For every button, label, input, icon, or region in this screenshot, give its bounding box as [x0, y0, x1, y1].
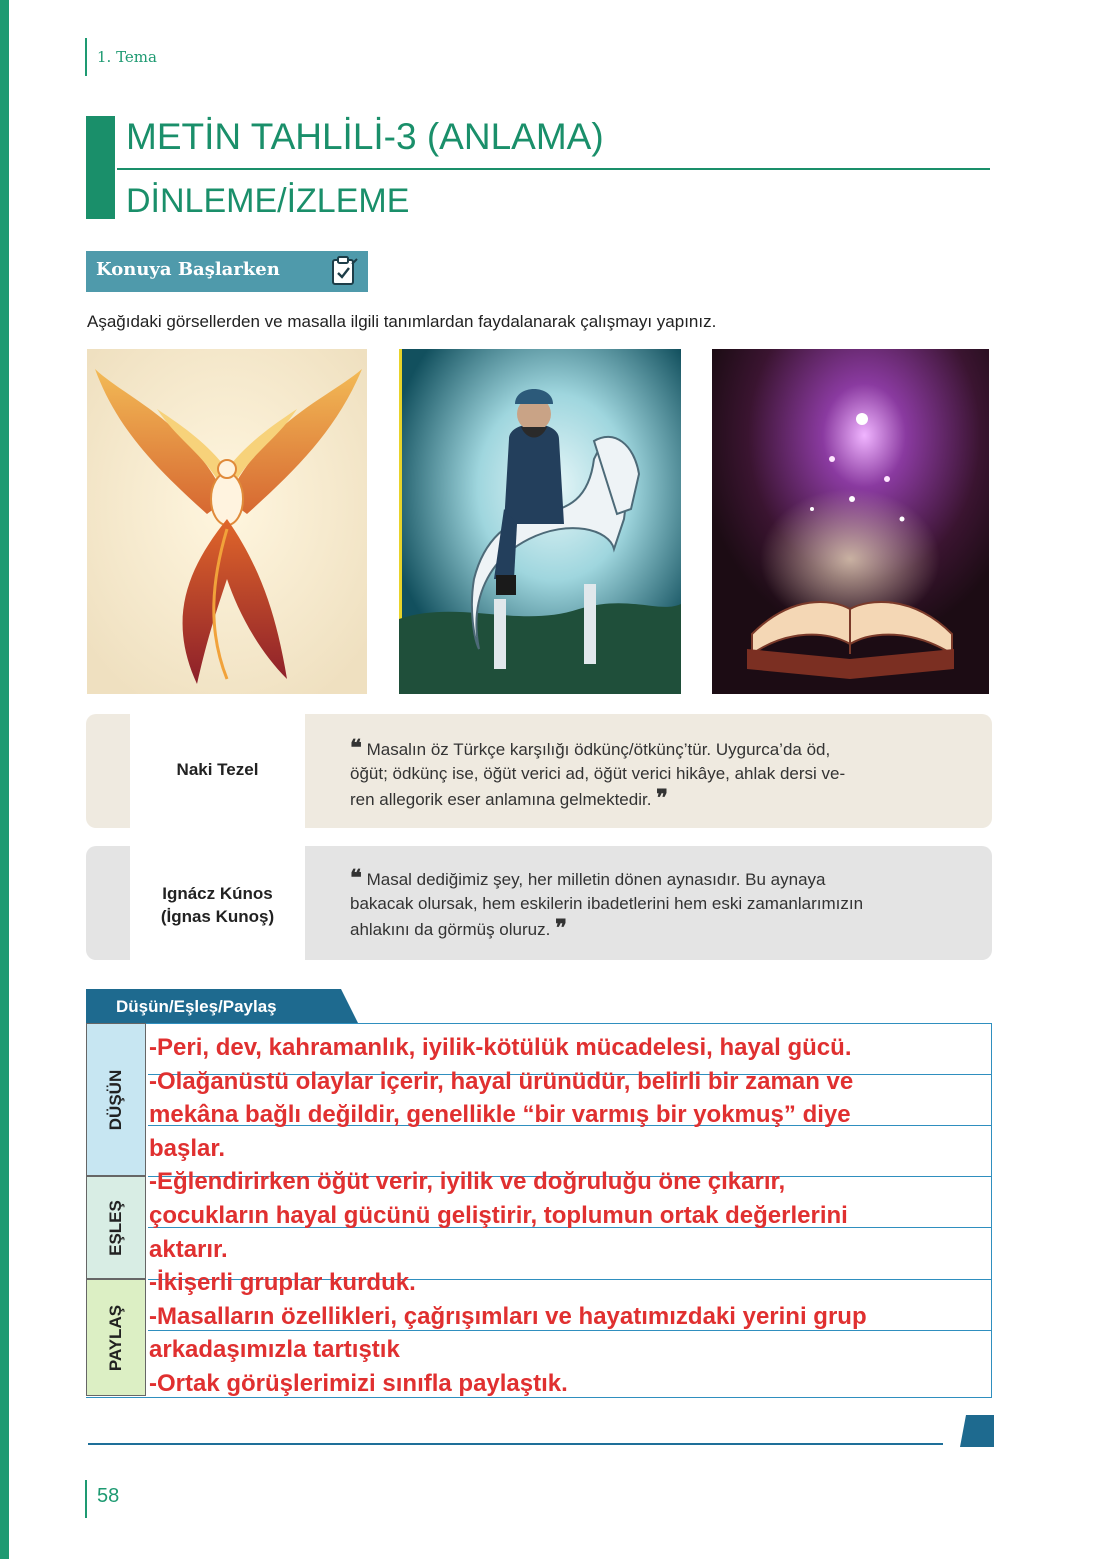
- answer-line-text: -Ortak görüşlerimizi sınıfla paylaştık.: [149, 1369, 568, 1397]
- answer-line-text: çocukların hayal gücünü geliştirir, toplumun ortak değerlerini: [149, 1201, 848, 1229]
- section-banner: [86, 251, 368, 292]
- quote-author: Naki Tezel: [176, 760, 259, 779]
- quote-card-kunos: [86, 846, 992, 960]
- section-banner-label: Konuya Başlarken: [96, 259, 280, 280]
- answer-line-text: -Eğlendirirken öğüt verir, iyilik ve doğruluğu öne çıkarır,: [149, 1168, 786, 1196]
- answer-line-text: -Olağanüstü olaylar içerir, hayal ürünüdür, belirli bir zaman ve: [149, 1067, 854, 1095]
- theme-marker: [85, 38, 87, 76]
- answer-line-text: başlar.: [149, 1134, 226, 1162]
- magic-book-illustration: [712, 349, 989, 694]
- quote-text: [350, 736, 944, 812]
- page-subtitle: DİNLEME/İZLEME: [126, 182, 410, 220]
- quote-line: Masal dediğimiz şey, her milletin dönen aynasıdır. Bu aynaya: [366, 870, 826, 889]
- footer-corner-mark: [960, 1415, 994, 1447]
- clipboard-check-icon: [330, 256, 358, 286]
- quote-line: ahlakını da görmüş oluruz.: [350, 920, 551, 939]
- answer-line-text: -İkişerli gruplar kurduk.: [149, 1269, 416, 1297]
- page-number: 58: [97, 1485, 120, 1507]
- open-quote-icon: ❝: [350, 865, 362, 891]
- footer-rule: [88, 1443, 943, 1445]
- side-label-esles: EŞLEŞ: [86, 1176, 146, 1279]
- quote-author-alias: (İgnas Kunoş): [160, 907, 275, 926]
- open-quote-icon: ❝: [350, 735, 362, 761]
- quote-line: öğüt; ödkünç ise, öğüt verici ad, öğüt verici hikâye, ahlak dersi ve-: [350, 764, 846, 783]
- quote-text: [350, 866, 944, 942]
- side-label-paylas: PAYLAŞ: [86, 1279, 146, 1396]
- quote-line: bakacak olursak, hem eskilerin ibadetlerini hem eski zamanlarımızın: [350, 894, 864, 913]
- page-number-marker: [85, 1480, 87, 1518]
- close-quote-icon: ❞: [656, 785, 669, 811]
- close-quote-icon: ❞: [555, 915, 567, 941]
- answer-line-text: -Masalların özellikleri, çağrışımları ve hayatımızdaki yerini grup: [149, 1302, 867, 1330]
- quote-line: Masalın öz Türkçe karşılığı ödkünç/ötkünç’tür. Uygurca’da öd,: [366, 740, 831, 759]
- answer-line-text: aktarır.: [149, 1235, 228, 1263]
- page-title: METİN TAHLİLİ-3 (ANLAMA): [126, 116, 604, 157]
- quote-author: [130, 882, 305, 928]
- quote-line: ren allegorik eser anlamına gelmektedir.: [350, 790, 652, 809]
- phoenix-illustration: [87, 349, 367, 694]
- quote-card-tezel: [86, 714, 992, 828]
- page-edge-stripe: [0, 0, 9, 1559]
- quote-author-name: Ignácz Kúnos: [162, 884, 273, 903]
- side-label-dusun: DÜŞÜN: [86, 1023, 146, 1176]
- horseman-illustration: [399, 349, 681, 694]
- theme-label: 1. Tema: [97, 48, 157, 66]
- title-divider: [117, 168, 990, 170]
- intro-instruction: Aşağıdaki görsellerden ve masalla ilgili tanımlardan faydalanarak çalışmayı yapınız.: [87, 312, 717, 331]
- handwritten-answers: [149, 1031, 979, 1401]
- answer-line-text: mekâna bağlı değildir, genellikle “bir varmış bir yokmuş” diye: [149, 1101, 851, 1129]
- answer-line-text: arkadaşımızla tartıştık: [149, 1336, 400, 1364]
- title-accent-bar: [86, 116, 115, 219]
- answer-line-text: -Peri, dev, kahramanlık, iyilik-kötülük mücadelesi, hayal gücü.: [149, 1034, 852, 1061]
- activity-title: Düşün/Eşleş/Paylaş: [116, 997, 277, 1016]
